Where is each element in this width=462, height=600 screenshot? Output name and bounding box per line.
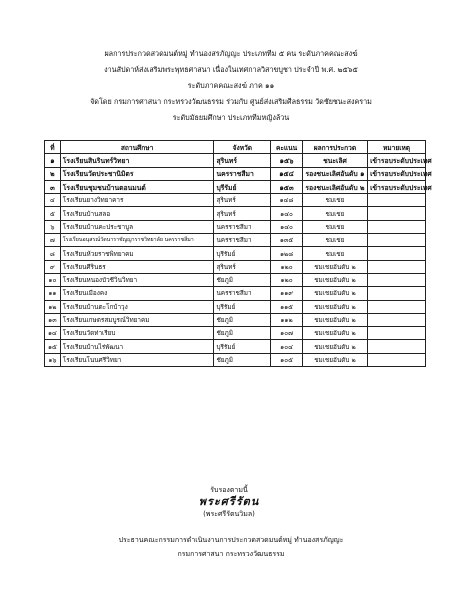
cell-no: ๑๑ xyxy=(45,287,61,300)
cell-school: โรงเรียนสินรินทร์วิทยา xyxy=(60,154,214,167)
header-school: สถานศึกษา xyxy=(60,141,214,154)
cell-score: ๑๔๐ xyxy=(271,207,303,220)
header-line-1: ผลการประกวดสวดมนต์หมู่ ทำนองสรภัญญะ ประเภททีม ๕ คน ระดับภาคคณะสงฆ์ xyxy=(104,49,358,58)
cell-note xyxy=(368,300,426,313)
cell-province: นครราชสีมา xyxy=(214,234,271,247)
cell-no: ๙ xyxy=(45,260,61,273)
table-row xyxy=(45,234,426,247)
table-row xyxy=(45,287,426,300)
header-line-4: จัดโดย กรมการศาสนา กระทรวงวัฒนธรรม ร่วมกับ ศูนย์ส่งเสริมศีลธรรม วัดชัยชนะสงคราม xyxy=(90,97,372,106)
results-table xyxy=(44,140,432,367)
cell-score: ๑๒๘ xyxy=(271,247,303,260)
cell-result: ชมเชยอันดับ ๒ xyxy=(302,340,367,353)
cell-note xyxy=(368,194,426,207)
cell-note xyxy=(368,353,426,366)
cell-score: ๑๑๕ xyxy=(271,300,303,313)
cell-score: ๑๐๗ xyxy=(271,327,303,340)
cell-no: ๓ xyxy=(45,180,61,193)
cell-province: นครราชสีมา xyxy=(214,220,271,233)
header-note: หมายเหตุ xyxy=(368,141,426,154)
cell-province: บุรีรัมย์ xyxy=(214,180,271,193)
cell-score: ๑๒๐ xyxy=(271,273,303,286)
signer-title-line-1: ประธานคณะกรรมการดำเนินงานการประกวดสวดมนต์หมู่ ทำนองสรภัญญะ xyxy=(118,536,344,544)
cell-no: ๑๐ xyxy=(45,273,61,286)
cell-note: เข้ารอบระดับประเทศ xyxy=(368,180,426,193)
cell-note xyxy=(368,313,426,326)
cell-school: โรงเรียนศีรินธร xyxy=(60,260,214,273)
header-province: จังหวัด xyxy=(214,141,271,154)
cell-no: ๑๖ xyxy=(45,353,61,366)
cell-no: ๗ xyxy=(45,234,61,247)
cell-school: โรงเรียนวัดท่าเรียบ xyxy=(60,327,214,340)
cell-score: ๑๕๔ xyxy=(271,167,303,180)
header-line-5: ระดับมัธยมศึกษา ประเภททีมหญิงล้วน xyxy=(172,113,290,122)
cell-score: ๑๔๐ xyxy=(271,220,303,233)
header-no: ที่ xyxy=(45,141,61,154)
cell-no: ๑ xyxy=(45,154,61,167)
cell-result: ชมเชยอันดับ ๒ xyxy=(302,327,367,340)
cell-province: บุรีรัมย์ xyxy=(214,340,271,353)
cell-no: ๒ xyxy=(45,167,61,180)
handwritten-signature: พระศรีรัตน xyxy=(198,495,260,508)
table-row xyxy=(45,273,426,286)
cell-score: ๑๐๕ xyxy=(271,353,303,366)
certify-text: รับรองตามนี้ xyxy=(210,486,248,494)
cell-province: สุรินทร์ xyxy=(214,154,271,167)
table-row xyxy=(45,180,426,193)
cell-score: ๑๑๒ xyxy=(271,313,303,326)
cell-province: ชัยภูมิ xyxy=(214,327,271,340)
cell-score: ๑๕๖ xyxy=(271,154,303,167)
cell-note xyxy=(368,340,426,353)
table-row xyxy=(45,340,426,353)
cell-score: ๑๔๘ xyxy=(271,194,303,207)
cell-note xyxy=(368,234,426,247)
cell-score: ๑๓๕ xyxy=(271,234,303,247)
cell-school: โรงเรียนหนองบัวชีวินวิทยา xyxy=(60,273,214,286)
cell-score: ๑๐๔ xyxy=(271,340,303,353)
cell-school: โรงเรียนยางวิทยาคาร xyxy=(60,194,214,207)
signer-title xyxy=(0,533,462,561)
cell-no: ๑๔ xyxy=(45,327,61,340)
cell-school: โรงเรียนห้วยราชพิทยาคม xyxy=(60,247,214,260)
cell-result: ชมเชย xyxy=(302,194,367,207)
table-row xyxy=(45,260,426,273)
table-row xyxy=(45,207,426,220)
cell-no: ๑๕ xyxy=(45,340,61,353)
cell-no: ๕ xyxy=(45,207,61,220)
cell-school: โรงเรียนชุมชนบ้านตอนมนต์ xyxy=(60,180,214,193)
cell-result: ชมเชยอันดับ ๒ xyxy=(302,313,367,326)
cell-result: ชมเชยอันดับ ๒ xyxy=(302,273,367,286)
cell-province: บุรีรัมย์ xyxy=(214,300,271,313)
cell-result: ชมเชย xyxy=(302,234,367,247)
cell-result: ชมเชย xyxy=(302,207,367,220)
cell-note: เข้ารอบระดับประเทศ xyxy=(368,154,426,167)
table-row xyxy=(45,327,426,340)
cell-result: ชมเชยอันดับ ๒ xyxy=(302,300,367,313)
cell-no: ๔ xyxy=(45,194,61,207)
header-line-3: ระดับภาคคณะสงฆ์ ภาค ๑๑ xyxy=(187,81,275,90)
header-result: ผลการประกวด xyxy=(302,141,367,154)
cell-score: ๑๑๙ xyxy=(271,287,303,300)
cell-result: รองชนะเลิศอันดับ ๒ xyxy=(302,180,367,193)
cell-province: สุรินทร์ xyxy=(214,194,271,207)
cell-school: โรงเรียนวัดประชานิมิตร xyxy=(60,167,214,180)
cell-province: ชัยภูมิ xyxy=(214,353,271,366)
cell-note xyxy=(368,273,426,286)
cell-school: โรงเรียนบ้านคะประชาบูล xyxy=(60,220,214,233)
cell-school: โรงเรียนบ้านสลอ xyxy=(60,207,214,220)
cell-note xyxy=(368,327,426,340)
header-line-2: งานสัปดาห์ส่งเสริมพระพุทธศาสนา เนื่องในเทศกาลวิสาขบูชา ประจำปี พ.ศ. ๒๕๖๕ xyxy=(104,65,358,74)
cell-note: เข้ารอบระดับประเทศ xyxy=(368,167,426,180)
table-row xyxy=(45,194,426,207)
cell-note xyxy=(368,287,426,300)
cell-province: บุรีรัมย์ xyxy=(214,247,271,260)
table-row xyxy=(45,220,426,233)
cell-note xyxy=(368,247,426,260)
cell-result: ชมเชยอันดับ ๒ xyxy=(302,353,367,366)
header-score: คะแนน xyxy=(271,141,303,154)
table-row xyxy=(45,154,426,167)
cell-province: สุรินทร์ xyxy=(214,260,271,273)
cell-school: โรงเรียนบ้านไร่พัฒนา xyxy=(60,340,214,353)
cell-score: ๑๒๐ xyxy=(271,260,303,273)
cell-result: ชมเชย xyxy=(302,247,367,260)
table-header-row xyxy=(45,141,426,154)
cell-note xyxy=(368,220,426,233)
table-row xyxy=(45,313,426,326)
cell-no: ๘ xyxy=(45,247,61,260)
cell-no: ๖ xyxy=(45,220,61,233)
cell-result: รองชนะเลิศอันดับ ๑ xyxy=(302,167,367,180)
cell-province: นครราชสีมา xyxy=(214,167,271,180)
cell-school: โรงเรียนบ้านตะโกบ้าวุง xyxy=(60,300,214,313)
cell-school: โรงเรียนโนนศรีวิทยา xyxy=(60,353,214,366)
cell-result: ชมเชยอันดับ ๒ xyxy=(302,260,367,273)
cell-note xyxy=(368,260,426,273)
table-row xyxy=(45,167,426,180)
cell-score: ๑๕๓ xyxy=(271,180,303,193)
cell-result: ชมเชย xyxy=(302,220,367,233)
signature-block xyxy=(174,484,284,520)
cell-result: ชนะเลิศ xyxy=(302,154,367,167)
cell-no: ๑๒ xyxy=(45,300,61,313)
cell-school: โรงเรียนเกษตรสมบูรณ์วิทยาคม xyxy=(60,313,214,326)
cell-province: ชัยภูมิ xyxy=(214,313,271,326)
cell-result: ชมเชยอันดับ ๒ xyxy=(302,287,367,300)
cell-note xyxy=(368,207,426,220)
signer-title-line-2: กรมการศาสนา กระทรวงวัฒนธรรม xyxy=(177,550,285,558)
table-row xyxy=(45,353,426,366)
announcement-header xyxy=(0,46,462,126)
cell-school: โรงเรียนเมืองคง xyxy=(60,287,214,300)
cell-no: ๑๓ xyxy=(45,313,61,326)
cell-school: โรงเรียนอนุสรณ์วัดนาราชัญญาราชวิทยาลัย นครราชสีมา xyxy=(60,234,214,247)
cell-province: สุรินทร์ xyxy=(214,207,271,220)
cell-province: นครราชสีมา xyxy=(214,287,271,300)
signer-name: (พระศรีรัตนวิมล) xyxy=(203,510,255,518)
cell-province: ชัยภูมิ xyxy=(214,273,271,286)
table-row xyxy=(45,300,426,313)
table-row xyxy=(45,247,426,260)
